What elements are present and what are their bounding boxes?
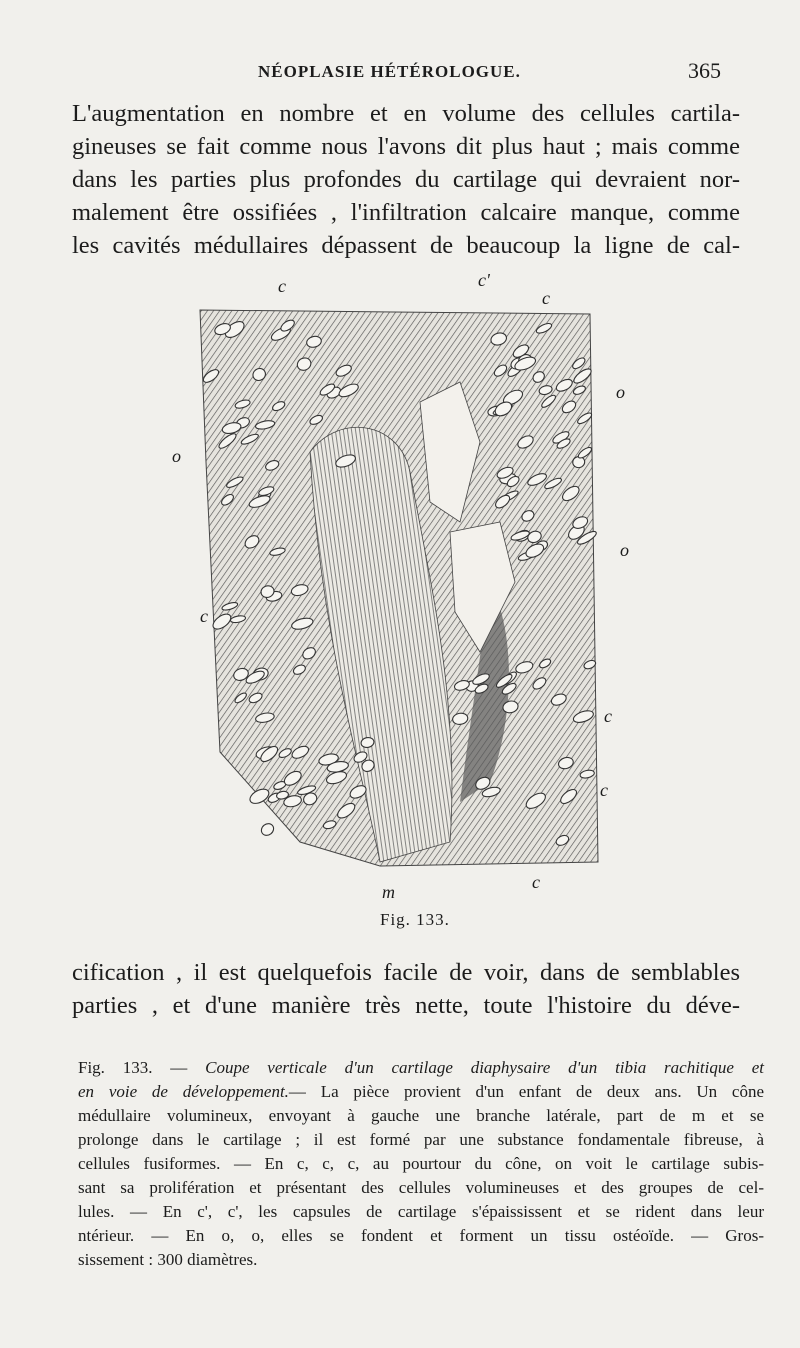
figure-label: c' — [478, 270, 490, 290]
figure-label: c — [600, 780, 608, 800]
figure-legend — [78, 1056, 764, 1272]
text-line: les cavités médullaires dépassent de beaucoup la ligne de cal- — [72, 232, 740, 259]
legend-line — [78, 1080, 764, 1104]
text-line: dans les parties plus profondes du cartilage qui devraient nor- — [72, 166, 740, 193]
figure-label: c — [532, 872, 540, 892]
figure-label: c — [542, 288, 550, 308]
page-number: 365 — [688, 58, 721, 83]
figure-label: o — [616, 382, 625, 402]
figure-label: c — [200, 606, 208, 626]
legend-title: Coupe verticale d'un cartilage diaphysaire d'un tibia rachitique et — [205, 1058, 765, 1077]
figure-label: c — [604, 706, 612, 726]
running-title: NÉOPLASIE HÉTÉROLOGUE. — [258, 62, 521, 81]
text-line: parties , et d'une manière très nette, toute l'histoire du déve- — [72, 992, 740, 1019]
legend-line: sissement : 300 diamètres. — [78, 1250, 258, 1269]
page-header — [0, 58, 800, 92]
legend-line — [78, 1056, 764, 1080]
text-line: L'augmentation en nombre et en volume des cellules cartila- — [72, 100, 740, 127]
figure-133 — [160, 270, 629, 912]
legend-title-cont: en voie de développement. — [78, 1082, 289, 1101]
legend-line: cellules fusiformes. — En c, c, c, au pourtour du cône, on voit le cartilage subis- — [78, 1154, 764, 1173]
legend-text: — La pièce provient d'un enfant de deux ans. Un cône — [288, 1082, 764, 1101]
text-line: gineuses se fait comme nous l'avons dit plus haut ; mais comme — [72, 133, 740, 160]
figure-label: m — [382, 882, 395, 902]
legend-line: médullaire volumineux, envoyant à gauche une branche latérale, part de m et se — [78, 1106, 764, 1125]
figure-label: c — [278, 276, 286, 296]
figure-label: o — [172, 446, 181, 466]
legend-figure-ref: Fig. 133. — — [78, 1058, 206, 1077]
figure-label: o — [620, 540, 629, 560]
text-line: malement être ossifiées , l'infiltration calcaire manque, comme — [72, 199, 740, 226]
legend-line: sant sa prolifération et présentant des cellules volumineuses et des groupes de cel- — [78, 1178, 764, 1197]
figure-caption: Fig. 133. — [380, 910, 450, 929]
paragraph-top — [72, 97, 740, 262]
cartilage-capsule — [259, 821, 276, 838]
histology-engraving — [160, 282, 620, 912]
paragraph-bottom — [72, 956, 740, 1022]
legend-line: ntérieur. — En o, o, elles se fondent et forment un tissu ostéoïde. — Gros- — [78, 1226, 764, 1245]
legend-line: lules. — En c', c', les capsules de cartilage s'épaississent et se rident dans leur — [78, 1202, 764, 1221]
legend-line: prolonge dans le cartilage ; il est formé par une substance fondamentale fibreuse, à — [78, 1130, 764, 1149]
text-line: cification , il est quelquefois facile de voir, dans de semblables — [72, 959, 740, 986]
